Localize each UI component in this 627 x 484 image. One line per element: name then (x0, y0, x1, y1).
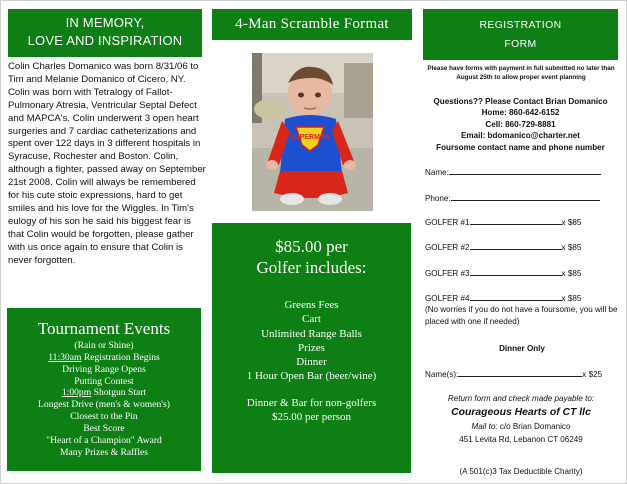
memory-paragraph (8, 61, 206, 268)
golfer-row-1 (425, 217, 581, 227)
golfer-input-line[interactable] (470, 242, 562, 250)
golfer-input-line[interactable] (470, 217, 562, 225)
names-price: x $25 (582, 370, 603, 379)
registration-header (423, 9, 618, 60)
names-input-line[interactable] (458, 369, 582, 377)
registration-title-line1: REGISTRATION (479, 20, 562, 31)
golfer-row-2 (425, 242, 581, 252)
price-heading (212, 236, 411, 278)
event-best-score: Best Score (83, 422, 125, 434)
golfer-price: x $85 (561, 269, 582, 278)
memory-paragraph-text: Colin Charles Domanico was born 8/31/06 to Tim and Melanie Domanico of Cicero, NY. Colin was born with Tetralogy of Fallot-Pulmonary Atresia, Ventricular Septal Defect and MAPCA's. Colin underwent 3 open heart surgeries and 7 cardiac catheterizations and spent over 122 days in 3 different hospitals in Syracuse, Rochester and Boston. Colin, although a fighter, passed away on September 21st 2008. Colin will always be remembered for his cute stoic expressions, hard to get smiles and his love for the Wiggles. In Tim's eulogy of his son he said his biggest fear is that Colin would be forgotten, please gather with us once again to ensure that Colin is never forgotten. (8, 61, 206, 266)
golfer-price: x $85 (561, 218, 582, 227)
pricing-box (212, 223, 411, 473)
organization-name: Courageous Hearts of CT llc (451, 407, 591, 418)
non-golfer-pricing (212, 396, 411, 424)
non-golfers-line2: $25.00 per person (271, 410, 352, 423)
event-driving-range: Driving Range Opens (62, 363, 146, 375)
event-prizes: Many Prizes & Raffles (59, 446, 149, 458)
phone-input-line[interactable] (451, 193, 600, 201)
registration-deadline-note: Please have forms with payment in full submitted no later than August 25th to allow proper event planning (427, 65, 615, 81)
golfer-label: GOLFER #3 (425, 269, 470, 278)
tax-deductible-note: (A 501(c)3 Tax Deductible Charity) (459, 467, 583, 476)
mail-to-label: Mail to: (471, 422, 498, 431)
events-title: Tournament Events (37, 319, 171, 338)
contact-home-phone: Home: 860-642-6152 (481, 108, 560, 118)
tournament-events-box (7, 308, 201, 471)
include-item: Dinner (296, 356, 327, 369)
include-item: Unlimited Range Balls (261, 327, 362, 340)
price-line2: Golfer includes: (256, 258, 367, 277)
registration-time: 11:30am (48, 351, 82, 363)
mail-to-name: c/o Brian Domanico (499, 422, 571, 431)
name-field-row (425, 167, 601, 177)
registration-text: Registration Begins (83, 351, 160, 363)
include-item: Greens Fees (284, 299, 339, 311)
contact-info (423, 96, 618, 153)
price-line: $85.00 per (275, 237, 348, 256)
foursome-contact-label: Foursome contact name and phone number (436, 142, 605, 152)
mail-to-line (423, 422, 619, 431)
memory-header (8, 9, 202, 57)
name-label: Name: (425, 168, 449, 177)
price-includes-list (212, 298, 411, 384)
event-registration (7, 352, 201, 364)
golfer-label: GOLFER #2 (425, 243, 470, 252)
golfer-label: GOLFER #4 (425, 294, 470, 303)
non-golfers-line1: Dinner & Bar for non-golfers (246, 396, 377, 409)
include-item: Prizes (298, 341, 325, 354)
contact-cell-phone: Cell: 860-729-8881 (485, 119, 556, 129)
golfer-price: x $85 (561, 243, 582, 252)
phone-field-row (425, 193, 600, 203)
golfer-input-line[interactable] (470, 268, 562, 276)
contact-questions: Questions?? Please Contact Brian Domanico (433, 97, 608, 106)
include-item: Cart (302, 313, 321, 326)
dinner-only-heading: Dinner Only (499, 344, 545, 353)
shotgun-time: 1:00pm (61, 387, 92, 399)
events-list (7, 340, 201, 458)
mailing-address: 451 Levita Rd, Lebanon CT 06249 (459, 435, 583, 444)
golfer-input-line[interactable] (470, 293, 562, 301)
name-input-line[interactable] (449, 167, 601, 175)
memory-title-line1: IN MEMORY, (65, 15, 145, 30)
memory-title-line2: LOVE AND INSPIRATION (27, 33, 183, 48)
include-item: 1 Hour Open Bar (beer/wine) (246, 370, 377, 383)
event-shotgun-start (7, 387, 201, 399)
golfer-row-3 (425, 268, 581, 278)
contact-email: Email: bdomanico@charter.net (461, 131, 580, 141)
child-photo-illustration (252, 53, 373, 211)
event-closest-pin: Closest to the Pin (70, 411, 138, 423)
format-header: 4-Man Scramble Format (212, 9, 412, 40)
names-label: Name(s): (425, 370, 459, 379)
event-longest-drive: Longest Drive (men's & women's) (38, 399, 170, 411)
registration-title-line2: FORM (504, 39, 537, 50)
event-putting-contest: Putting Contest (74, 375, 134, 387)
golfer-price: x $85 (561, 294, 582, 303)
no-foursome-note: (No worries if you do not have a foursome, you will be placed with one if needed) (425, 305, 618, 327)
event-heart-award: "Heart of a Champion" Award (46, 434, 162, 446)
child-photo (252, 53, 373, 211)
dinner-names-row (425, 369, 602, 379)
shotgun-text: Shotgun Start (93, 387, 147, 399)
event-rain-or-shine: (Rain or Shine) (74, 340, 134, 351)
golfer-row-4 (425, 293, 581, 303)
shirt-logo-text: SUPERMAN (289, 134, 331, 141)
golfer-label: GOLFER #1 (425, 218, 470, 227)
phone-label: Phone: (425, 194, 451, 203)
return-form-note: Return form and check made payable to: (447, 394, 595, 403)
